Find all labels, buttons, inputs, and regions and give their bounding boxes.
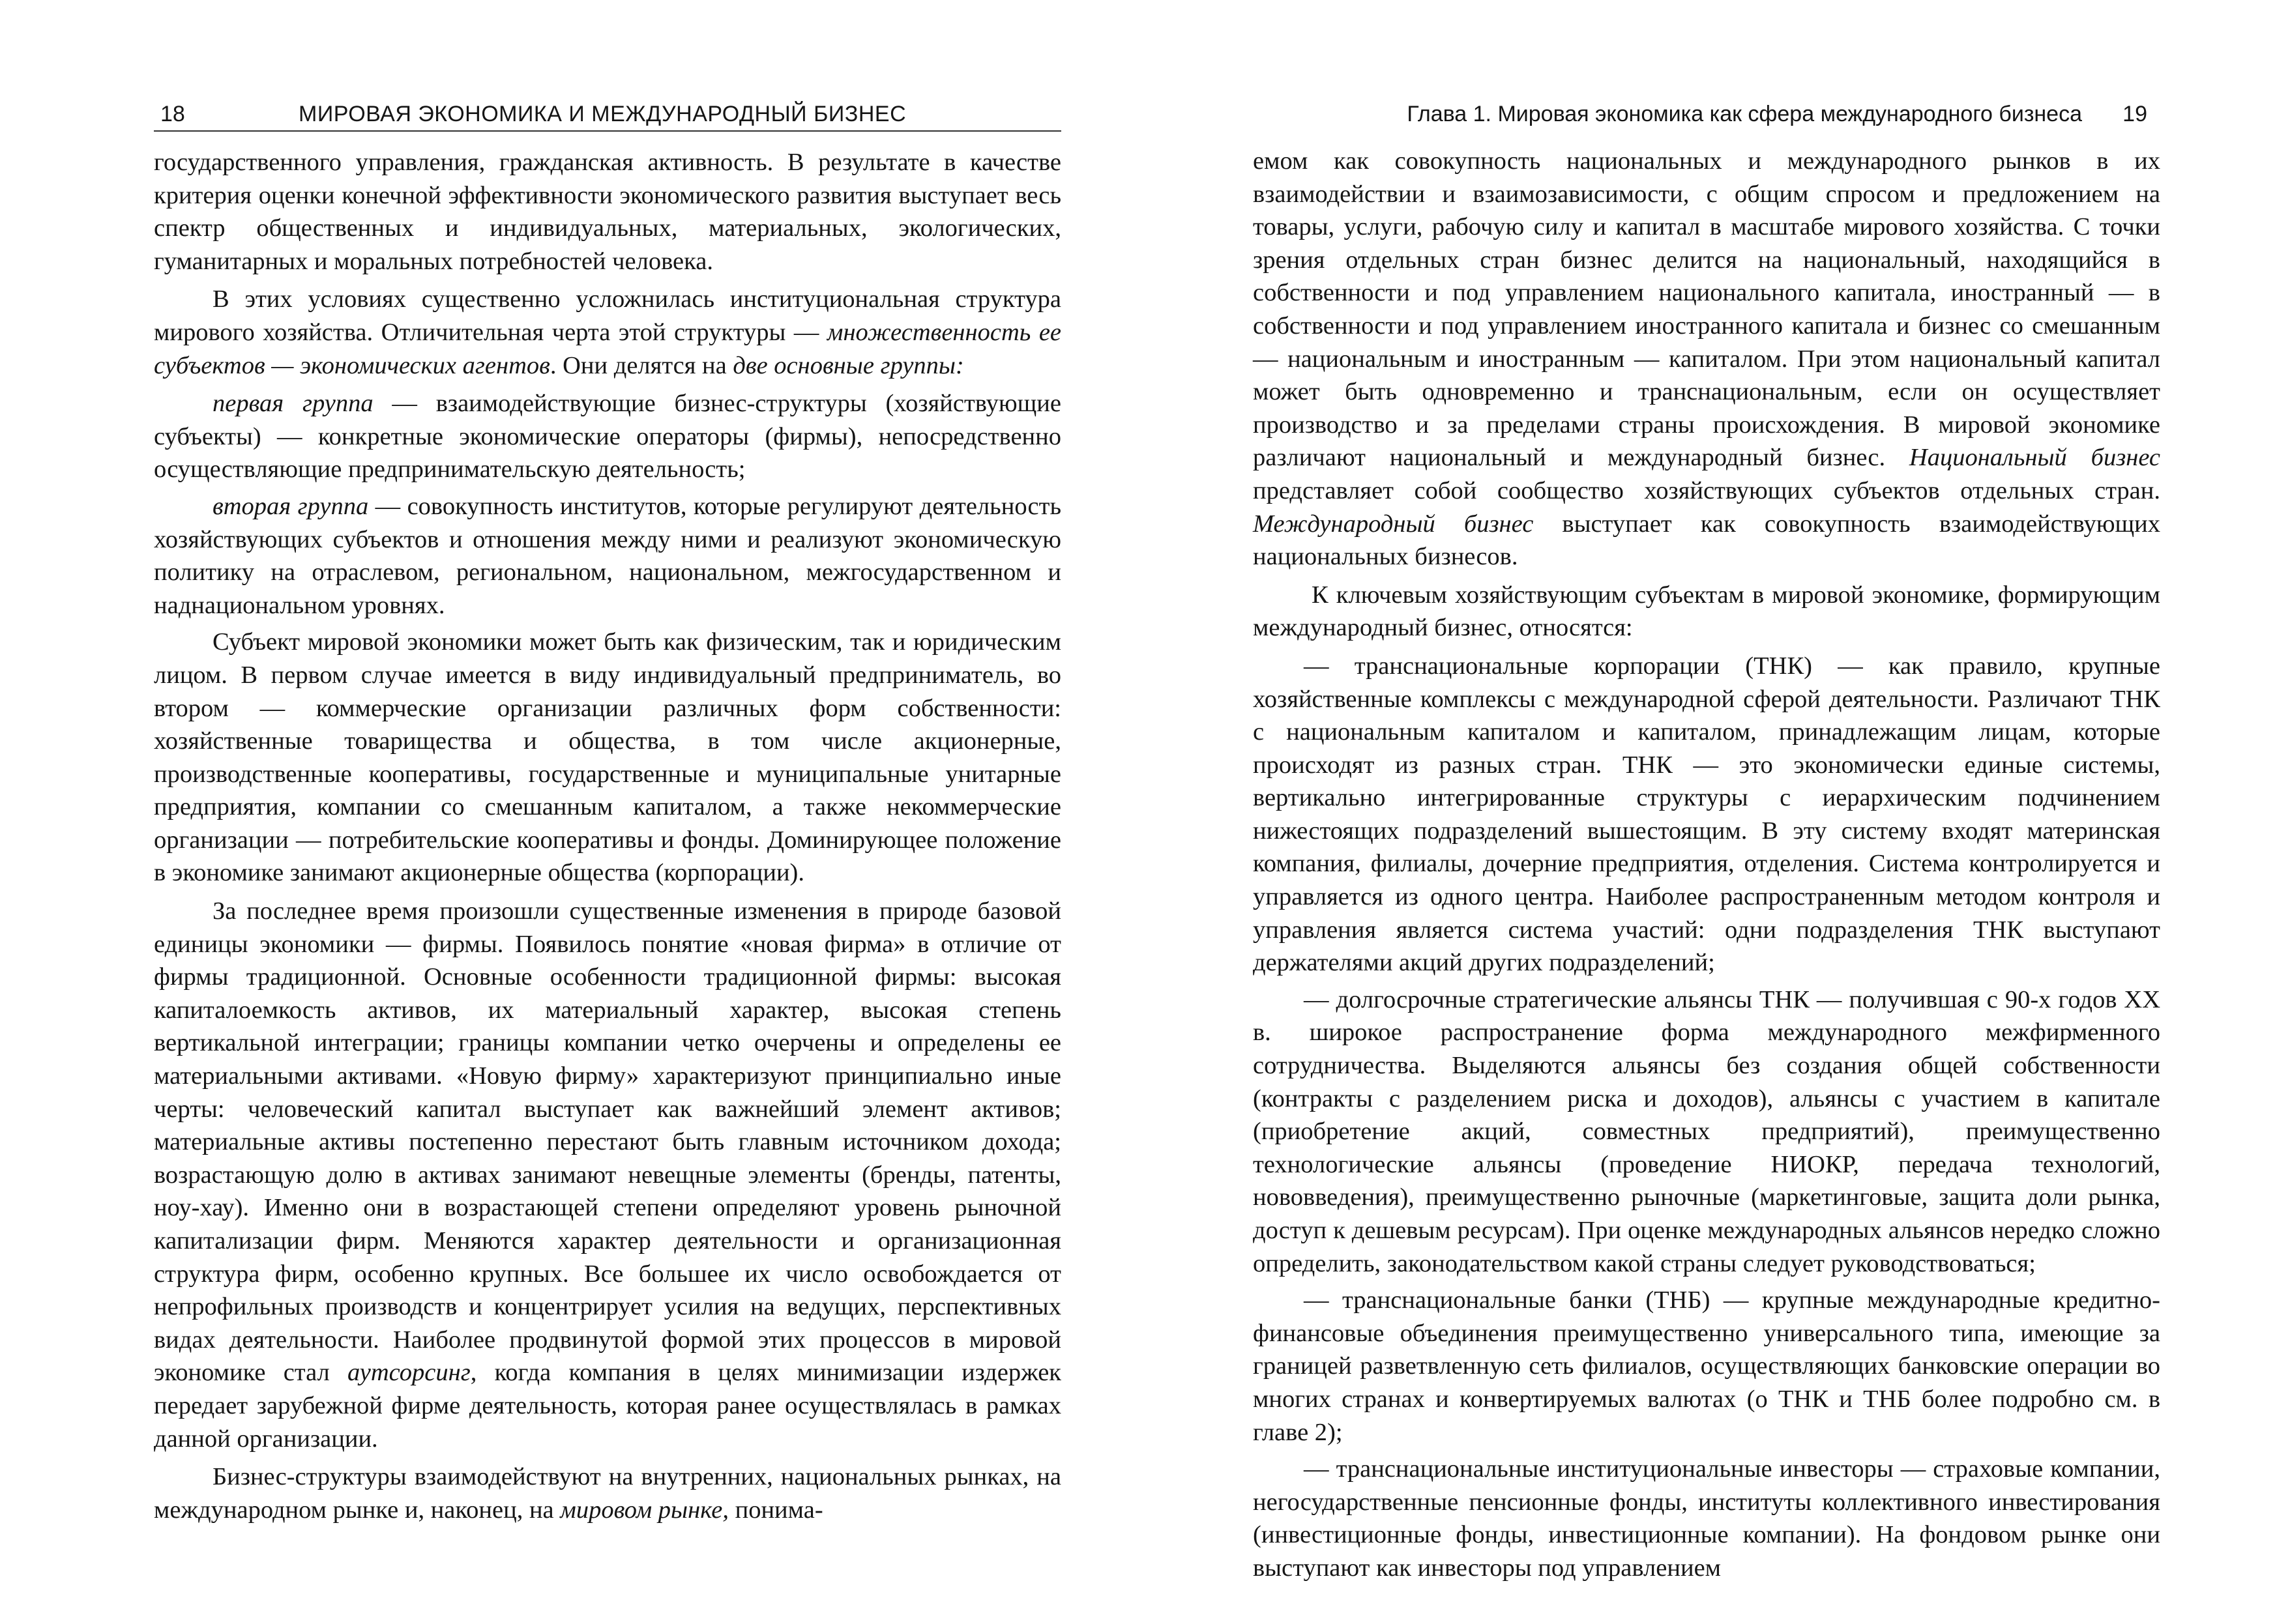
left-page [154, 98, 1061, 1531]
paragraph: К ключевым хозяйствующим субъектам в мировой экономике, формирующим международный бизнес, относятся: [1253, 581, 2160, 642]
list-item: — транснациональные корпорации (ТНК) — как правило, крупные хозяйственные комплексы с международной сферой деятельности. Различают ТНК с национальным капиталом и капиталом, принадлежащим лицам, которые происходят из разных стран. ТНК — это экономически единые системы, вертикально интегрированные структуры с иерархическим подчинением нижестоящих подразделений вышестоящим. В эту систему входят материнская компания, филиалы, дочерние предприятия, отделения. Система контролируется и управляется из одного центра. Наиболее распространенным методом контроля и управления является система участий: одни подразделения ТНК выступают держателями акций других подразделений; [1253, 652, 2160, 977]
paragraph: Субъект мировой экономики может быть как физическим, так и юридическим лицом. В первом случае имеется в виду индивидуальный предприниматель, во втором — коммерческие организации различных форм собственности: хозяйственные товарищества и общества, в том числе акционерные, производственные кооперативы, государственные и муниципальные унитарные предприятия, компании со смешанным капиталом, а также некоммерческие организации — потребительские кооперативы и фонды. Доминирующее положение в экономике занимают акционерные общества (корпорации). [154, 628, 1061, 887]
right-running-title: Глава 1. Мировая экономика как сфера международного бизнеса [1407, 102, 2082, 126]
list-item: вторая группа — совокупность институтов, которые регулируют деятельность хозяйствующих субъектов и отношения между ними и реализуют экономическую политику на отраслевом, региональном, национальном, межгосударственном и наднациональном уровнях. [154, 492, 1061, 619]
paragraph: емом как совокупность национальных и международного рынков в их взаимодействии и взаимозависимости, с общим спросом и предложением на товары, услуги, рабочую силу и капитал в масштабе мирового хозяйства. С точки зрения отдельных стран бизнес делится на национальный, находящийся в собственности и под управлением национального капитала, иностранный — в собственности и под управлением иностранного капитала и бизнес со смешанным — национальным и иностранным — капиталом. При этом национальный капитал может быть одновременно и транснациональным, если он осуществляет производство и за пределами страны происхождения. В мировой экономике различают национальный и международный бизнес. Национальный бизнес представляет собой сообщество хозяйствующих субъектов отдельных стран. Международный бизнес выступает как совокупность взаимодействующих национальных бизнесов. [1253, 147, 2160, 571]
paragraph: Бизнес-структуры взаимодействуют на внутренних, национальных рынках, на международном рынке и, наконец, на мировом рынке, понима- [154, 1463, 1061, 1524]
right-page-number: 19 [2122, 102, 2147, 126]
paragraph: В этих условиях существенно усложнилась институциональная структура мирового хозяйства. Отличительная черта этой структуры — множественность ее субъектов — экономических агентов. Они делятся на две основные группы: [154, 285, 1062, 379]
left-page-number: 18 [160, 102, 185, 126]
list-item: — долгосрочные стратегические альянсы ТНК — получившая с 90-х годов XX в. широкое распространение форма международного межфирменного сотрудничества. Выделяются альянсы без создания общей собственности (контракты с разделением риска и доходов), альянсы с участием в капитале (приобретение акций, совместных предприятий), преимущественно технологические альянсы (проведение НИОКР, передача технологий, нововведения), преимущественно рыночные (маркетинговые, защита доли рынка, доступ к дешевым ресурсам). При оценке международных альянсов нередко сложно определить, законодательством какой страны следует руководствоваться; [1253, 985, 2160, 1277]
left-running-head [154, 98, 1061, 132]
left-running-title: МИРОВАЯ ЭКОНОМИКА И МЕЖДУНАРОДНЫЙ БИЗНЕС [299, 102, 907, 126]
list-item: — транснациональные банки (ТНБ) — крупные международные кредитно-финансовые объединения преимущественно универсального типа, имеющие за границей разветвленную сеть филиалов, осуществляющих банковские операции во многих странах и конвертируемых валютах (о ТНК и ТНБ более подробно см. в главе 2); [1253, 1286, 2160, 1446]
paragraph: За последнее время произошли существенные изменения в природе базовой единицы экономики — фирмы. Появилось понятие «новая фирма» в отличие от фирмы традиционной. Основные особенности традиционной фирмы: высокая капиталоемкость активов, их материальный характер, высокая степень вертикальной интеграции; границы компании четко очерчены и определены ее материальными активами. «Новую фирму» характеризуют принципиально иные черты: человеческий капитал выступает как важнейший элемент активов; материальные активы постепенно перестают быть главным источником дохода; возрастающую долю в активах занимают невещные элементы (бренды, патенты, ноу-хау). Именно они в возрастающей степени определяют уровень рыночной капитализации фирм. Меняются характер деятельности и организационная структура фирм, особенно крупных. Все большее их число освобождается от непрофильных производств и концентрирует усилия на ведущих, перспективных видах деятельности. Наиболее продвинутой формой этих процессов в мировой экономике стал аутсорсинг, когда компания в целях минимизации издержек передает зарубежной фирме деятельность, которая ранее осуществлялась в рамках данной организации. [154, 897, 1061, 1453]
right-running-head [1253, 98, 2160, 130]
list-item: — транснациональные институциональные инвесторы — страховые компании, негосударственные пенсионные фонды, институты коллективного инвестирования (инвестиционные фонды, инвестиционные компании). На фондовом рынке они выступают как инвесторы под управлением [1253, 1455, 2160, 1582]
right-page-body [1253, 145, 2160, 1585]
left-page-body [154, 146, 1061, 1526]
paragraph: государственного управления, гражданская активность. В результате в качестве критерия оценки конечной эффективности экономического развития выступает весь спектр общественных и индивидуальных, материальных, экологических, гуманитарных и моральных потребностей человека. [154, 149, 1061, 275]
right-page [1253, 98, 2160, 1589]
list-item: первая группа — взаимодействующие бизнес-структуры (хозяйствующие субъекты) — конкретные экономические операторы (фирмы), непосредственно осуществляющие предпринимательскую деятельность; [154, 390, 1061, 484]
